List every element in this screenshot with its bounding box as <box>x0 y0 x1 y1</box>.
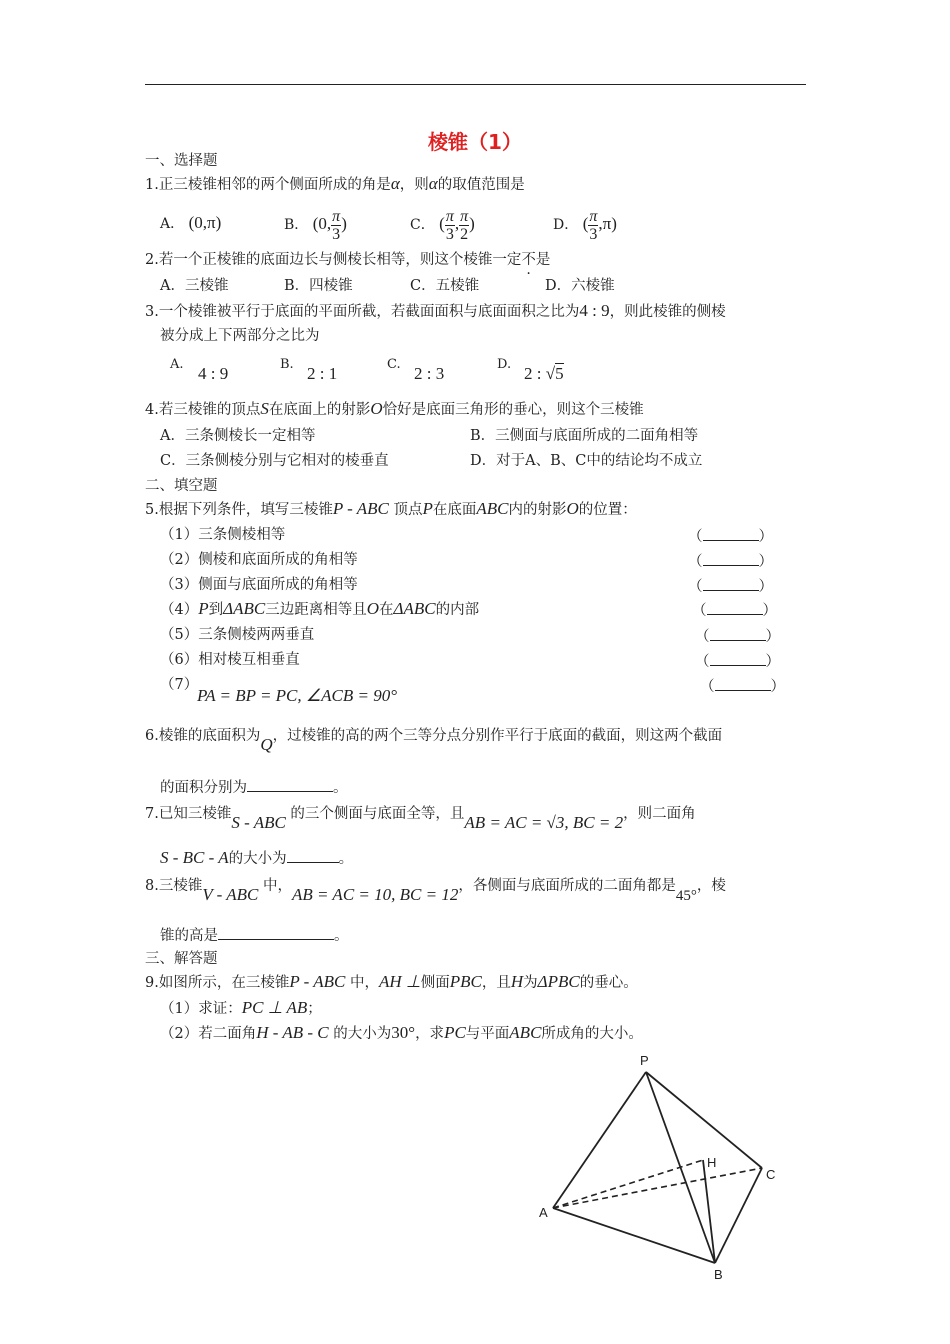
question-8-line2: 锥的高是 。 <box>160 925 349 945</box>
question-4-option-c: C．三条侧棱分别与它相对的棱垂直 <box>160 453 389 469</box>
question-3-option-a-label: A. <box>170 357 184 372</box>
question-5-item-7-label: （7） <box>160 677 199 693</box>
question-4-option-d: D．对于A、B、C中的结论均不成立 <box>470 453 703 469</box>
question-5-answer-4: （ ） <box>692 600 777 620</box>
question-6-line2: 的面积分别为 。 <box>160 777 348 797</box>
question-5-item-3: （3）侧面与底面所成的角相等 <box>160 577 358 593</box>
section-heading-fill: 二、填空题 <box>145 478 218 494</box>
label-a: A <box>539 1205 548 1220</box>
question-5-answer-7: （ ） <box>700 676 785 696</box>
question-3-option-d-label: D. <box>497 357 512 372</box>
label-c: C <box>766 1167 776 1182</box>
question-3-option-b-label: B. <box>280 357 294 372</box>
page-title: 棱锥（1） <box>428 130 522 154</box>
question-5-item-2: （2）侧棱和底面所成的角相等 <box>160 552 358 568</box>
question-5-item-1: （1）三条侧棱相等 <box>160 527 286 543</box>
question-5-answer-5: （ ） <box>695 626 780 646</box>
question-2-option-c: C．五棱锥 <box>410 278 480 294</box>
question-2-stem: 2.若一个正棱锥的底面边长与侧棱长相等，则这个棱锥一定不是 <box>145 252 551 268</box>
question-4-stem: 4.若三棱锥的顶点S在底面上的射影O恰好是底面三角形的垂心，则这个三棱锥 <box>145 399 644 418</box>
label-p: P <box>640 1053 649 1068</box>
section-heading-answer: 三、解答题 <box>145 951 218 967</box>
question-6-stem: 6.棱锥的底面积为Q，过棱锥的高的两个三等分点分别作平行于底面的截面，则这两个截面 <box>145 728 723 754</box>
question-1-option-c: C． ( $\frac{\pi}{3}$ , $\frac{\pi}{2}$ ) <box>410 207 475 243</box>
section-heading-choice: 一、选择题 <box>145 153 218 169</box>
question-2-option-d: D．六棱锥 <box>545 278 615 294</box>
label-b: B <box>714 1267 723 1282</box>
question-4-option-a: A．三条侧棱长一定相等 <box>160 428 316 444</box>
question-1-stem: 1.正三棱锥相邻的两个侧面所成的角是α，则α的取值范围是 <box>145 174 525 193</box>
label-h: H <box>707 1155 717 1170</box>
question-3-option-d: 2 : √5 <box>524 364 564 383</box>
question-7-stem: 7.已知三棱锥S - ABC 的三个侧面与底面全等，且AB = AC = √3, BC = 2，则二面角 <box>145 806 696 832</box>
question-1-option-a: A． (0,π) <box>160 213 222 232</box>
question-2-option-b: B．四棱锥 <box>284 278 353 294</box>
question-1-option-d: D． ( $\frac{\pi}{3}$ ,π) <box>553 207 617 243</box>
question-5-answer-1: （ ） <box>688 526 773 546</box>
question-5-item-4: （4）P到ΔABC三边距离相等且O在ΔABC的内部 <box>160 599 480 618</box>
question-9-part-1: （1）求证：PC ⊥ AB； <box>160 998 322 1017</box>
question-3-stem: 3.一个棱锥被平行于底面的平面所截，若截面面积与底面面积之比为4 : 9，则此棱锥的侧棱 <box>145 301 726 320</box>
edge-ab <box>553 1208 715 1263</box>
top-rule <box>145 84 806 85</box>
pyramid-figure <box>520 1050 800 1290</box>
edge-bc <box>715 1168 762 1263</box>
question-5-item-5: （5）三条侧棱两两垂直 <box>160 627 315 643</box>
question-3-option-b: 2 : 1 <box>307 364 338 383</box>
edge-pa <box>553 1072 646 1208</box>
question-3-option-a: 4 : 9 <box>198 364 229 383</box>
question-5-stem: 5.根据下列条件，填写三棱锥P - ABC 顶点P在底面ABC内的射影O的位置： <box>145 499 637 518</box>
edge-ac-hidden <box>553 1168 762 1208</box>
question-3-stem-line2: 被分成上下两部分之比为 <box>160 328 320 344</box>
question-3-option-c-label: C. <box>387 357 401 372</box>
question-5-item-6: （6）相对棱互相垂直 <box>160 652 300 668</box>
question-5-answer-6: （ ） <box>695 651 780 671</box>
question-5-answer-2: （ ） <box>688 551 773 571</box>
question-2-option-a: A．三棱锥 <box>160 278 229 294</box>
question-5-item-7-math: PA = BP = PC, ∠ACB = 90° <box>197 686 398 705</box>
question-8-stem: 8.三棱锥V - ABC 中，AB = AC = 10, BC = 12，各侧面与底面所成的二面角都是45°，棱 <box>145 878 726 904</box>
question-9-part-2: （2）若二面角H - AB - C 的大小为30°，求PC与平面ABC所成角的大小。 <box>160 1023 643 1042</box>
question-3-option-c: 2 : 3 <box>414 364 445 383</box>
question-1-option-b: B． (0, $\frac{\pi}{3}$ ) <box>284 207 347 243</box>
segment-ah-hidden <box>553 1160 703 1208</box>
question-9-stem: 9.如图所示，在三棱锥P - ABC 中，AH ⊥侧面PBC，且H为ΔPBC的垂心。 <box>145 972 638 991</box>
question-7-line2: S - BC - A的大小为 。 <box>160 848 354 867</box>
question-5-answer-3: （ ） <box>688 576 773 596</box>
question-4-option-b: B．三侧面与底面所成的二面角相等 <box>470 428 699 444</box>
